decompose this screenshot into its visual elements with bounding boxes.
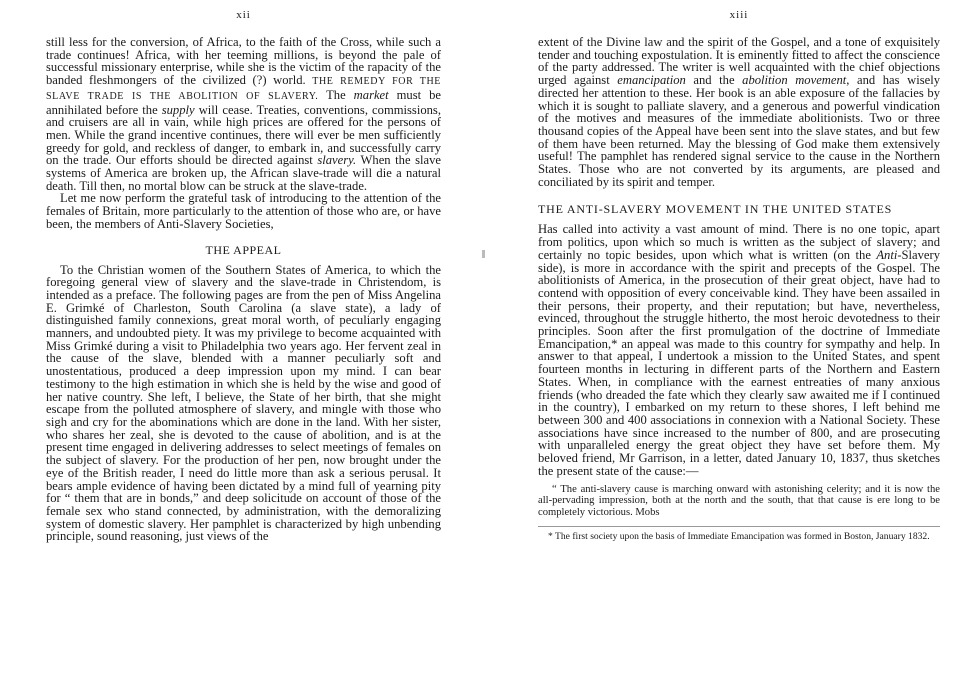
right-page-number: xiii: [729, 9, 749, 21]
section-heading-appeal: THE APPEAL: [205, 242, 282, 257]
right-page: [490, 0, 980, 700]
footnote: * The first society upon the basis of Immediate Emancipation was formed in Boston, January 1832.: [538, 526, 940, 542]
section-heading-anti-slavery-movement: THE ANTI-SLAVERY MOVEMENT IN THE UNITED STATES: [538, 202, 893, 217]
left-paragraph-2: Let me now perform the grateful task of introducing to the attention of the females of Britain, more particularly to the attention of those who are, or have been, the members of Anti-Slavery Societies,: [46, 191, 441, 231]
left-page-number: xii: [236, 9, 251, 21]
right-paragraph-2: Has called into activity a vast amount of mind. There is no one topic, apart from politics, upon which so much is written as the subject of slavery; and certainly no topic besides, upon which what is written (on the Anti-Slavery side), is more in accordance with the spirit and precepts of the Gospel. The abolitionists of America, in the prosecution of their great object, have had to contend with opposition of every conceivable kind. They have been assailed in their persons, their property, and their reputation; but have, nevertheless, evinced, throughout the struggle hitherto, the most heroic devotedness to their principles. Soon after the first promulgation of the doctrine of Immediate Emancipation,* an appeal was made to this country for sympathy and help. In answer to that appeal, I undertook a mission to the United States, and spent fourteen months in lecturing in different parts of the Northern and Eastern States. When, in compliance with the earnest entreaties of many anxious friends (who dreaded the fate which they clearly saw awaited me if I continued in the country), I embarked on my return to these shores, I left behind me between 300 and 400 associations in connexion with a National Society. These associations have since increased to the number of 800, and are prosecuting with unparalleled energy the great object they have set before them. My beloved friend, Mr Garrison, in a letter, dated January 10, 1837, thus sketches the present state of the cause:—: [538, 222, 940, 478]
left-paragraph-1: still less for the conversion, of Africa, to the faith of the Cross, while such a trade continues! Africa, with her teeming millions, is beyond the pale of successful missionary enterprise, while she is the victim of the rapacity of the banded fleshmongers of the civilized (?) world. THE REMEDY FOR THE SLAVE TRADE IS THE ABOLITION OF SLAVERY. The market must be annihilated before the supply will cease. Treaties, conventions, commissions, and cruisers are all in vain, while high prices are offered for the persons of men. While the grand incentive continues, there will ever be men sufficiently greedy for gold, and reckless of danger, to embark in, and successfully carry on the trade. Our efforts should be directed against slavery. When the slave systems of America are broken up, the African slave-trade will die a natural death. Till then, no mortal blow can be struck at the slave-trade.: [46, 35, 441, 193]
gutter-mark: [482, 250, 485, 258]
left-page: [0, 0, 485, 700]
garrison-quote: “ The anti-slavery cause is marching onward with astonishing celerity; and it is now the all-pervading impression, both at the north and the south, that that cause is ere long to be completely victorious. Mobs: [538, 483, 940, 518]
right-paragraph-1: extent of the Divine law and the spirit of the Gospel, and a tone of exquisitely tender and touching expostulation. It is eminently fitted to affect the conscience of the party addressed. The writer is well acquainted with the chief objections urged against emancipation and the abolition movement, and has wisely directed her attention to these. Her book is an able exposure of the fallacies by which it is sought to palliate slavery, and a generous and powerful vindication of the motives and measures of the immediate abolitionists. Two or three thousand copies of the Appeal have been sent into the slave states, and but few of them have been returned. May the blessing of God make them extensively useful! The pamphlet has rendered signal service to the cause in the Northern States. Those who are not converted by its arguments, are pleased and conciliated by its spirit and temper.: [538, 35, 940, 189]
left-paragraph-3: To the Christian women of the Southern States of America, to which the foregoing general view of slavery and the slave-trade in Christendom, is intended as a preface. The following pages are from the pen of Miss Angelina E. Grimké of Charleston, South Carolina (a slave state), a lady of distinguished family connexions, great moral worth, of peculiarly engaging manners, and undoubted piety. It was my privilege to become acquainted with Miss Grimké during a visit to Philadelphia two years ago. Her fervent zeal in the cause of the slave, blended with a manner peculiarly soft and unostentatious, produced a deep impression upon my mind. I can bear testimony to the high estimation in which she is held by the wise and good of her native country. She left, I believe, the State of her birth, that she might escape from the polluted atmosphere of slavery, and mingle with those who sigh and cry for the abominations which are done in the land. With her sister, who shares her zeal, she is devoted to the cause of abolition, and is at the present time engaged in delivering addresses to select meetings of females on the subject of slavery. For the production of her pen, now brought under the eye of the British reader, I need do little more than ask a serious perusal. It bears ample evidence of having been dictated by a mind full of yearning pity for “ them that are in bonds,” and deep solicitude on account of those of the female sex who stand connected, by administration, with the demoralizing system of domestic slavery. Her pamphlet is characterized by high unbending principle, sound reasoning, just views of the: [46, 262, 441, 544]
